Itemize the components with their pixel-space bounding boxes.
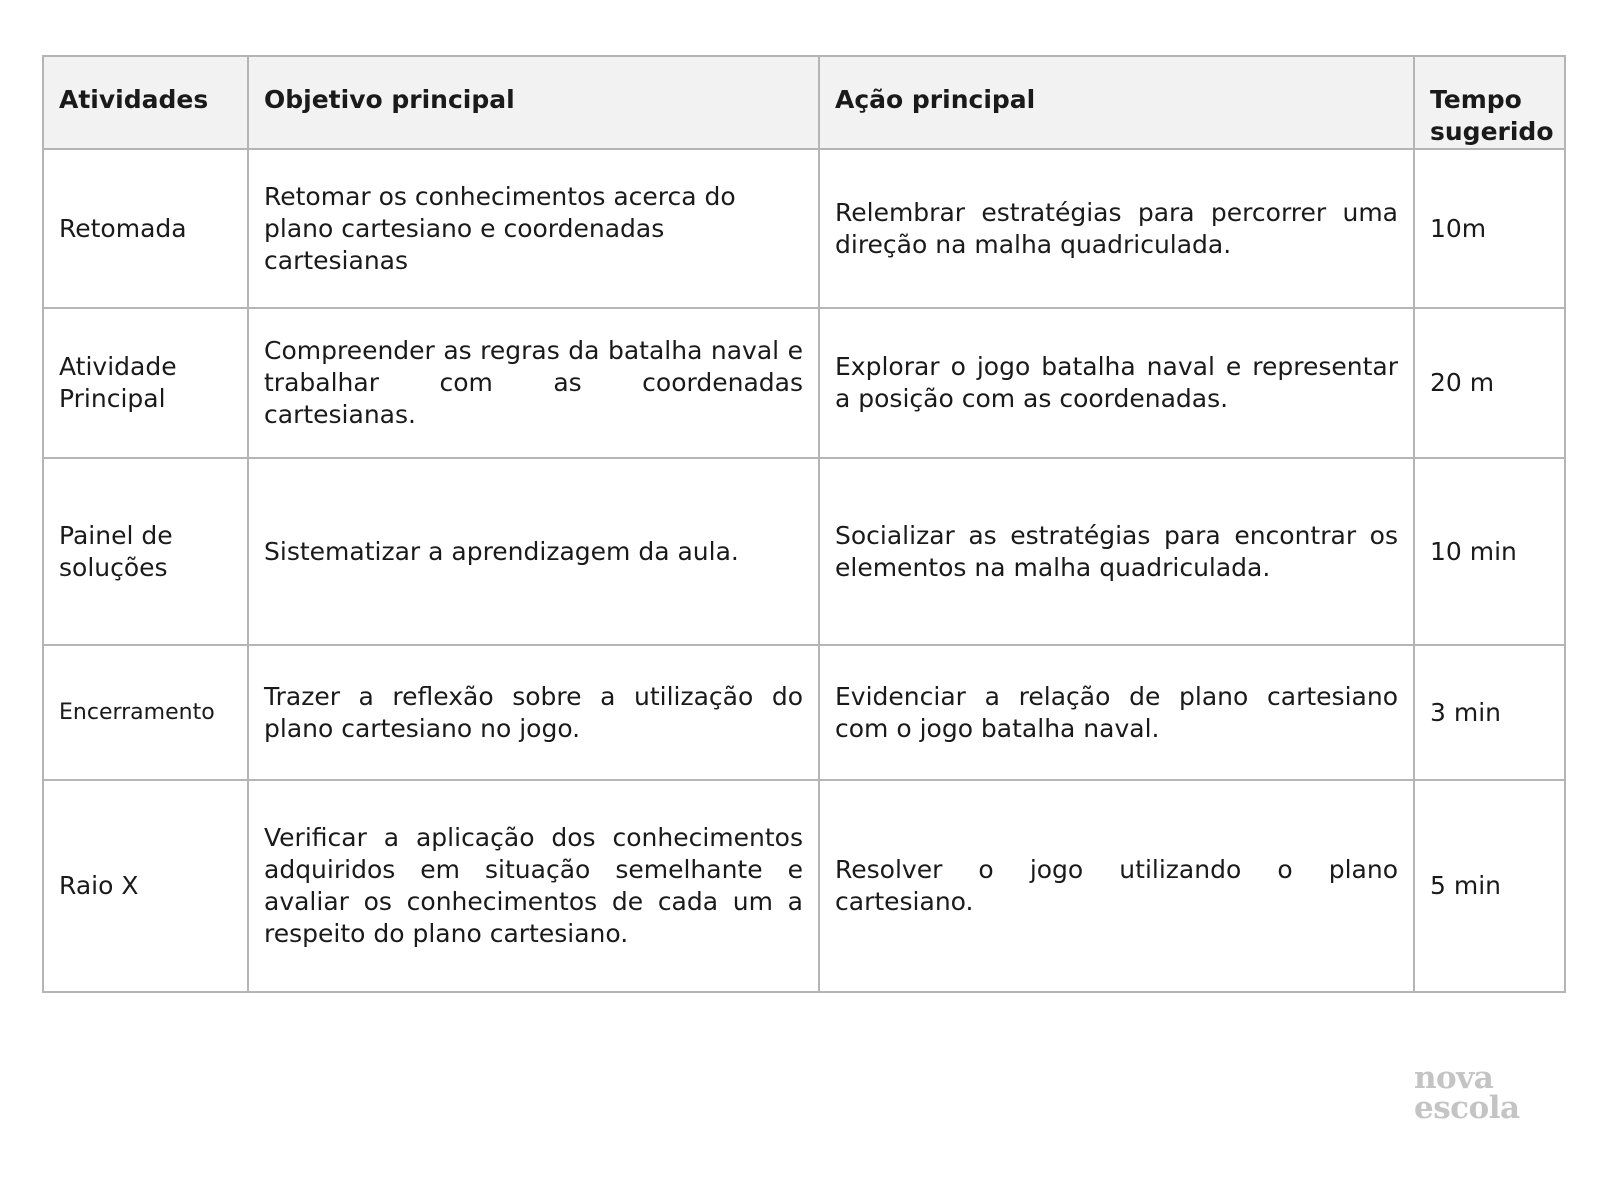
activity-cell: Encerramento	[43, 645, 248, 780]
time-cell: 10 min	[1414, 458, 1565, 645]
time-cell: 5 min	[1414, 780, 1565, 992]
table-row	[43, 308, 1565, 458]
header-tempo-sugerido: Tempo sugerido	[1414, 56, 1565, 149]
action-cell: Relembrar estratégias para percorrer uma direção na malha quadriculada.	[819, 149, 1414, 308]
lesson-plan-table	[42, 55, 1566, 993]
activity-cell: Atividade Principal	[43, 308, 248, 458]
activity-cell: Retomada	[43, 149, 248, 308]
table-row	[43, 645, 1565, 780]
activity-cell: Painel de soluções	[43, 458, 248, 645]
nova-escola-logo	[1414, 1060, 1534, 1126]
action-cell: Explorar o jogo batalha naval e representar a posição com as coordenadas.	[819, 308, 1414, 458]
table-row	[43, 149, 1565, 308]
lesson-plan-table-container	[42, 55, 1564, 993]
time-cell: 3 min	[1414, 645, 1565, 780]
objective-cell: Trazer a reflexão sobre a utilização do plano cartesiano no jogo.	[248, 645, 819, 780]
action-cell: Socializar as estratégias para encontrar os elementos na malha quadriculada.	[819, 458, 1414, 645]
objective-cell: Sistematizar a aprendizagem da aula.	[248, 458, 819, 645]
header-atividades: Atividades	[43, 56, 248, 149]
objective-cell: Verificar a aplicação dos conhecimentos adquiridos em situação semelhante e avaliar os conhecimentos de cada um a respeito do plano cartesiano.	[248, 780, 819, 992]
logo-line-nova: nova	[1414, 1060, 1494, 1096]
table-row	[43, 780, 1565, 992]
activity-cell: Raio X	[43, 780, 248, 992]
table-row	[43, 458, 1565, 645]
time-cell: 10m	[1414, 149, 1565, 308]
objective-cell: Compreender as regras da batalha naval e trabalhar com as coordenadas cartesianas.	[248, 308, 819, 458]
logo-line-escola: escola	[1414, 1090, 1520, 1126]
action-cell: Evidenciar a relação de plano cartesiano com o jogo batalha naval.	[819, 645, 1414, 780]
header-acao-principal: Ação principal	[819, 56, 1414, 149]
header-objetivo-principal: Objetivo principal	[248, 56, 819, 149]
table-header-row	[43, 56, 1565, 149]
action-cell: Resolver o jogo utilizando o plano cartesiano.	[819, 780, 1414, 992]
objective-cell: Retomar os conhecimentos acerca do plano cartesiano e coordenadas cartesianas	[248, 149, 819, 308]
time-cell: 20 m	[1414, 308, 1565, 458]
